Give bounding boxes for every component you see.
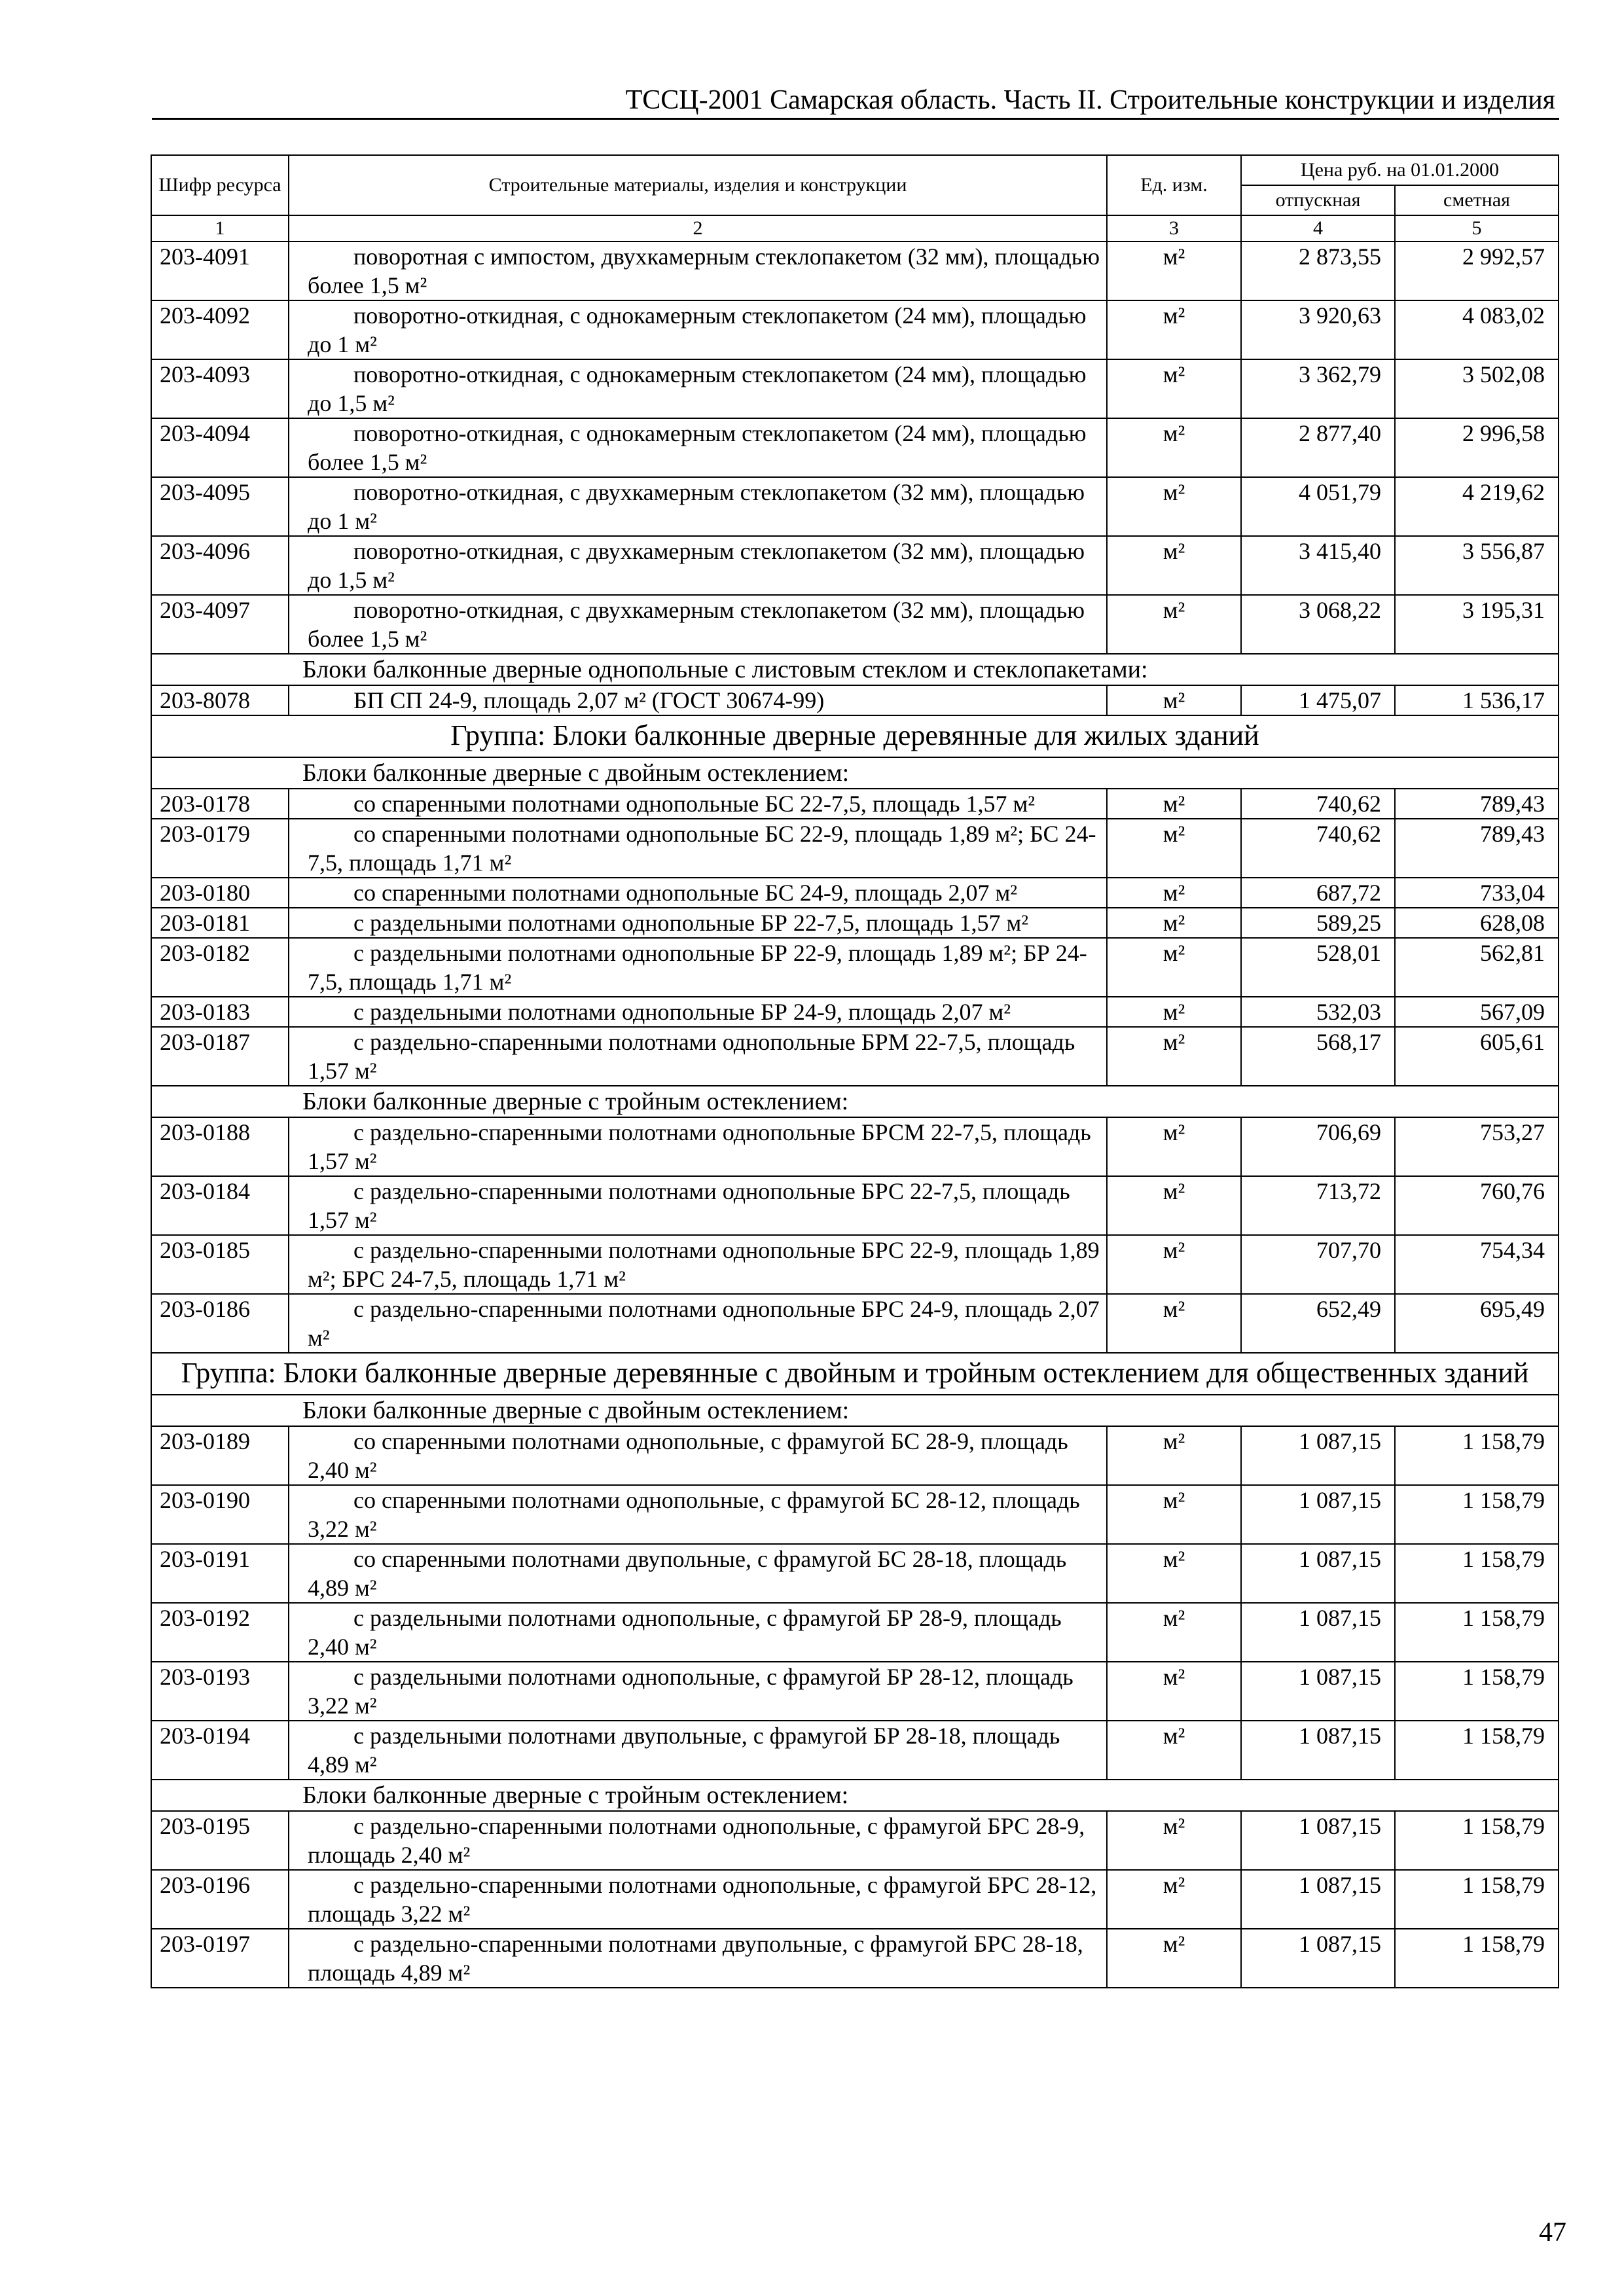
group-heading-row: [151, 1353, 1559, 1395]
resource-code: 203-0183: [151, 997, 289, 1027]
unit-cell: м²: [1107, 300, 1241, 359]
estimate-price: 1 158,79: [1395, 1662, 1559, 1721]
release-price: 1 087,15: [1241, 1870, 1395, 1929]
page-header: [152, 84, 1559, 120]
item-description-text: со спаренными полотнами однопольные БС 24-9, площадь 2,07 м²: [353, 880, 1018, 906]
release-price: 3 415,40: [1241, 536, 1395, 595]
unit-cell: м²: [1107, 1662, 1241, 1721]
table-row: [151, 359, 1559, 418]
group-heading: Группа: Блоки балконные дверные деревянные для жилых зданий: [151, 715, 1559, 757]
estimate-price: 754,34: [1395, 1235, 1559, 1294]
unit-cell: м²: [1107, 908, 1241, 938]
resource-code: 203-0188: [151, 1117, 289, 1176]
subgroup-heading-row: [151, 1395, 1559, 1426]
item-description-text: с раздельно-спаренными полотнами двупольные, с фрамугой БРС 28-18, площадь 4,89 м²: [308, 1931, 1083, 1986]
table-row: [151, 1294, 1559, 1353]
column-numbers-row: [151, 215, 1559, 242]
item-description: [289, 685, 1107, 715]
table-row: [151, 997, 1559, 1027]
unit-cell: м²: [1107, 1603, 1241, 1662]
release-price: 2 877,40: [1241, 418, 1395, 477]
unit-cell: м²: [1107, 595, 1241, 654]
resource-code: 203-4096: [151, 536, 289, 595]
estimate-price: 1 158,79: [1395, 1929, 1559, 1988]
unit-cell: м²: [1107, 938, 1241, 997]
estimate-price: 1 158,79: [1395, 1870, 1559, 1929]
item-description-text: с раздельными полотнами однопольные БР 22-7,5, площадь 1,57 м²: [353, 910, 1029, 936]
release-price: 740,62: [1241, 819, 1395, 878]
resource-code: 203-0196: [151, 1870, 289, 1929]
subgroup-heading-row: [151, 1086, 1559, 1117]
page-header-title: ТССЦ-2001 Самарская область. Часть II. Строительные конструкции и изделия: [625, 85, 1555, 115]
estimate-price: 760,76: [1395, 1176, 1559, 1235]
estimate-price: 567,09: [1395, 997, 1559, 1027]
release-price: 740,62: [1241, 789, 1395, 819]
item-description: [289, 300, 1107, 359]
release-price: 713,72: [1241, 1176, 1395, 1235]
subgroup-heading-row: [151, 1780, 1559, 1811]
estimate-price: 1 158,79: [1395, 1544, 1559, 1603]
unit-cell: м²: [1107, 1485, 1241, 1544]
item-description: [289, 1544, 1107, 1603]
release-price: 528,01: [1241, 938, 1395, 997]
resource-code: 203-0179: [151, 819, 289, 878]
resource-code: 203-0180: [151, 878, 289, 908]
estimate-price: 4 219,62: [1395, 477, 1559, 536]
table-row: [151, 908, 1559, 938]
estimate-price: 562,81: [1395, 938, 1559, 997]
item-description: [289, 1235, 1107, 1294]
item-description-text: с раздельно-спаренными полотнами однопольные БРСМ 22-7,5, площадь 1,57 м²: [308, 1119, 1091, 1174]
item-description-text: со спаренными полотнами однопольные БС 22-9, площадь 1,89 м²; БС 24-7,5, площадь 1,71 м²: [308, 821, 1096, 876]
col-header-estimate: сметная: [1395, 185, 1559, 215]
release-price: 1 087,15: [1241, 1721, 1395, 1780]
item-description-text: БП СП 24-9, площадь 2,07 м² (ГОСТ 30674-99): [353, 687, 825, 713]
item-description: [289, 1294, 1107, 1353]
estimate-price: 789,43: [1395, 819, 1559, 878]
estimate-price: 733,04: [1395, 878, 1559, 908]
table-row: [151, 418, 1559, 477]
release-price: 1 087,15: [1241, 1811, 1395, 1870]
unit-cell: м²: [1107, 1426, 1241, 1485]
estimate-price: 4 083,02: [1395, 300, 1559, 359]
table-row: [151, 1426, 1559, 1485]
item-description-text: с раздельными полотнами однопольные БР 22-9, площадь 1,89 м²; БР 24-7,5, площадь 1,71 м²: [308, 940, 1087, 995]
price-table: [151, 154, 1559, 1988]
unit-cell: м²: [1107, 1294, 1241, 1353]
item-description: [289, 997, 1107, 1027]
col-number: 3: [1107, 215, 1241, 242]
item-description-text: с раздельно-спаренными полотнами однопольные, с фрамугой БРС 28-12, площадь 3,22 м²: [308, 1872, 1097, 1927]
unit-cell: м²: [1107, 1811, 1241, 1870]
subgroup-heading: Блоки балконные дверные с тройным остеклением:: [151, 1086, 1559, 1117]
resource-code: 203-4093: [151, 359, 289, 418]
resource-code: 203-0181: [151, 908, 289, 938]
item-description-text: с раздельными полотнами однопольные, с фрамугой БР 28-9, площадь 2,40 м²: [308, 1605, 1062, 1660]
item-description: [289, 1027, 1107, 1086]
col-header-code: Шифр ресурса: [151, 155, 289, 215]
resource-code: 203-0184: [151, 1176, 289, 1235]
unit-cell: м²: [1107, 1176, 1241, 1235]
estimate-price: 1 536,17: [1395, 685, 1559, 715]
table-row: [151, 1811, 1559, 1870]
subgroup-heading: Блоки балконные дверные однопольные с листовым стеклом и стеклопакетами:: [151, 654, 1559, 685]
release-price: 568,17: [1241, 1027, 1395, 1086]
table-row: [151, 1176, 1559, 1235]
table-row: [151, 242, 1559, 300]
item-description-text: с раздельно-спаренными полотнами однопольные БРС 22-7,5, площадь 1,57 м²: [308, 1178, 1070, 1233]
item-description: [289, 1176, 1107, 1235]
table-row: [151, 685, 1559, 715]
item-description: [289, 819, 1107, 878]
estimate-price: 2 992,57: [1395, 242, 1559, 300]
unit-cell: м²: [1107, 789, 1241, 819]
col-header-release: отпускная: [1241, 185, 1395, 215]
item-description: [289, 1721, 1107, 1780]
resource-code: 203-0194: [151, 1721, 289, 1780]
estimate-price: 628,08: [1395, 908, 1559, 938]
unit-cell: м²: [1107, 359, 1241, 418]
subgroup-heading: Блоки балконные дверные с двойным остеклением:: [151, 757, 1559, 789]
resource-code: 203-4091: [151, 242, 289, 300]
item-description: [289, 938, 1107, 997]
release-price: 1 087,15: [1241, 1603, 1395, 1662]
item-description: [289, 1662, 1107, 1721]
estimate-price: 695,49: [1395, 1294, 1559, 1353]
item-description: [289, 1117, 1107, 1176]
resource-code: 203-4092: [151, 300, 289, 359]
unit-cell: м²: [1107, 477, 1241, 536]
item-description-text: поворотно-откидная, с однокамерным стеклопакетом (24 мм), площадью до 1 м²: [308, 302, 1087, 357]
group-heading: Группа: Блоки балконные дверные деревянные с двойным и тройным остеклением для общественных зданий: [151, 1353, 1559, 1395]
resource-code: 203-0190: [151, 1485, 289, 1544]
release-price: 706,69: [1241, 1117, 1395, 1176]
resource-code: 203-0187: [151, 1027, 289, 1086]
table-row: [151, 1721, 1559, 1780]
col-header-price: Цена руб. на 01.01.2000: [1241, 155, 1559, 185]
item-description-text: с раздельно-спаренными полотнами однопольные БРМ 22-7,5, площадь 1,57 м²: [308, 1029, 1075, 1084]
table-row: [151, 1235, 1559, 1294]
resource-code: 203-0197: [151, 1929, 289, 1988]
item-description-text: со спаренными полотнами однопольные БС 22-7,5, площадь 1,57 м²: [353, 791, 1036, 817]
unit-cell: м²: [1107, 418, 1241, 477]
estimate-price: 1 158,79: [1395, 1426, 1559, 1485]
item-description: [289, 242, 1107, 300]
table-row: [151, 789, 1559, 819]
estimate-price: 605,61: [1395, 1027, 1559, 1086]
unit-cell: м²: [1107, 1027, 1241, 1086]
item-description-text: со спаренными полотнами двупольные, с фрамугой БС 28-18, площадь 4,89 м²: [308, 1546, 1067, 1601]
item-description: [289, 418, 1107, 477]
resource-code: 203-4097: [151, 595, 289, 654]
release-price: 3 068,22: [1241, 595, 1395, 654]
release-price: 1 475,07: [1241, 685, 1395, 715]
subgroup-heading-row: [151, 654, 1559, 685]
item-description-text: с раздельно-спаренными полотнами однопольные БРС 22-9, площадь 1,89 м²; БРС 24-7,5, площадь 1,71 м²: [308, 1237, 1100, 1292]
table-header: [151, 155, 1559, 242]
item-description: [289, 359, 1107, 418]
table-row: [151, 1929, 1559, 1988]
resource-code: 203-0186: [151, 1294, 289, 1353]
table-row: [151, 536, 1559, 595]
item-description: [289, 789, 1107, 819]
item-description: [289, 908, 1107, 938]
item-description: [289, 1485, 1107, 1544]
col-number: 2: [289, 215, 1107, 242]
resource-code: 203-0191: [151, 1544, 289, 1603]
item-description-text: поворотно-откидная, с двухкамерным стеклопакетом (32 мм), площадью более 1,5 м²: [308, 597, 1085, 652]
release-price: 2 873,55: [1241, 242, 1395, 300]
estimate-price: 1 158,79: [1395, 1721, 1559, 1780]
table-row: [151, 819, 1559, 878]
release-price: 532,03: [1241, 997, 1395, 1027]
item-description-text: с раздельно-спаренными полотнами однопольные БРС 24-9, площадь 2,07 м²: [308, 1296, 1100, 1351]
resource-code: 203-0192: [151, 1603, 289, 1662]
unit-cell: м²: [1107, 878, 1241, 908]
unit-cell: м²: [1107, 242, 1241, 300]
estimate-price: 3 556,87: [1395, 536, 1559, 595]
table-row: [151, 1870, 1559, 1929]
release-price: 687,72: [1241, 878, 1395, 908]
item-description: [289, 1811, 1107, 1870]
release-price: 1 087,15: [1241, 1929, 1395, 1988]
item-description: [289, 1603, 1107, 1662]
item-description: [289, 536, 1107, 595]
release-price: 652,49: [1241, 1294, 1395, 1353]
release-price: 3 362,79: [1241, 359, 1395, 418]
resource-code: 203-0182: [151, 938, 289, 997]
table-row: [151, 595, 1559, 654]
col-number: 1: [151, 215, 289, 242]
item-description-text: с раздельно-спаренными полотнами однопольные, с фрамугой БРС 28-9, площадь 2,40 м²: [308, 1813, 1085, 1868]
col-header-unit: Ед. изм.: [1107, 155, 1241, 215]
table-row: [151, 1027, 1559, 1086]
resource-code: 203-0185: [151, 1235, 289, 1294]
item-description-text: со спаренными полотнами однопольные, с фрамугой БС 28-12, площадь 3,22 м²: [308, 1487, 1080, 1542]
estimate-price: 3 502,08: [1395, 359, 1559, 418]
subgroup-heading-row: [151, 757, 1559, 789]
subgroup-heading: Блоки балконные дверные с двойным остеклением:: [151, 1395, 1559, 1426]
item-description-text: со спаренными полотнами однопольные, с фрамугой БС 28-9, площадь 2,40 м²: [308, 1428, 1068, 1483]
release-price: 1 087,15: [1241, 1544, 1395, 1603]
table-row: [151, 477, 1559, 536]
unit-cell: м²: [1107, 819, 1241, 878]
item-description: [289, 1426, 1107, 1485]
release-price: 1 087,15: [1241, 1485, 1395, 1544]
release-price: 4 051,79: [1241, 477, 1395, 536]
release-price: 3 920,63: [1241, 300, 1395, 359]
item-description-text: с раздельными полотнами двупольные, с фрамугой БР 28-18, площадь 4,89 м²: [308, 1723, 1060, 1778]
item-description-text: поворотно-откидная, с двухкамерным стеклопакетом (32 мм), площадью до 1,5 м²: [308, 538, 1085, 593]
table-row: [151, 1485, 1559, 1544]
table-row: [151, 1603, 1559, 1662]
unit-cell: м²: [1107, 1544, 1241, 1603]
table-row: [151, 1544, 1559, 1603]
resource-code: 203-0193: [151, 1662, 289, 1721]
resource-code: 203-8078: [151, 685, 289, 715]
estimate-price: 753,27: [1395, 1117, 1559, 1176]
unit-cell: м²: [1107, 1117, 1241, 1176]
resource-code: 203-0178: [151, 789, 289, 819]
release-price: 1 087,15: [1241, 1662, 1395, 1721]
item-description-text: поворотная с импостом, двухкамерным стеклопакетом (32 мм), площадью более 1,5 м²: [308, 243, 1100, 298]
table-row: [151, 1117, 1559, 1176]
release-price: 707,70: [1241, 1235, 1395, 1294]
estimate-price: 1 158,79: [1395, 1811, 1559, 1870]
table-row: [151, 938, 1559, 997]
unit-cell: м²: [1107, 1721, 1241, 1780]
item-description: [289, 477, 1107, 536]
resource-code: 203-0195: [151, 1811, 289, 1870]
estimate-price: 789,43: [1395, 789, 1559, 819]
resource-code: 203-4094: [151, 418, 289, 477]
col-number: 5: [1395, 215, 1559, 242]
col-header-name: Строительные материалы, изделия и конструкции: [289, 155, 1107, 215]
group-heading-row: [151, 715, 1559, 757]
item-description: [289, 595, 1107, 654]
item-description-text: поворотно-откидная, с однокамерным стеклопакетом (24 мм), площадью до 1,5 м²: [308, 361, 1087, 416]
item-description: [289, 878, 1107, 908]
estimate-price: 3 195,31: [1395, 595, 1559, 654]
item-description: [289, 1929, 1107, 1988]
estimate-price: 2 996,58: [1395, 418, 1559, 477]
estimate-price: 1 158,79: [1395, 1485, 1559, 1544]
item-description: [289, 1870, 1107, 1929]
unit-cell: м²: [1107, 997, 1241, 1027]
item-description-text: с раздельными полотнами однопольные БР 24-9, площадь 2,07 м²: [353, 999, 1011, 1025]
release-price: 1 087,15: [1241, 1426, 1395, 1485]
table-row: [151, 1662, 1559, 1721]
unit-cell: м²: [1107, 685, 1241, 715]
unit-cell: м²: [1107, 1929, 1241, 1988]
item-description-text: поворотно-откидная, с однокамерным стеклопакетом (24 мм), площадью более 1,5 м²: [308, 420, 1087, 475]
unit-cell: м²: [1107, 1870, 1241, 1929]
unit-cell: м²: [1107, 1235, 1241, 1294]
item-description-text: поворотно-откидная, с двухкамерным стеклопакетом (32 мм), площадью до 1 м²: [308, 479, 1085, 534]
resource-code: 203-0189: [151, 1426, 289, 1485]
unit-cell: м²: [1107, 536, 1241, 595]
estimate-price: 1 158,79: [1395, 1603, 1559, 1662]
page-number: 47: [1539, 2217, 1566, 2248]
release-price: 589,25: [1241, 908, 1395, 938]
item-description-text: с раздельными полотнами однопольные, с фрамугой БР 28-12, площадь 3,22 м²: [308, 1664, 1074, 1719]
col-number: 4: [1241, 215, 1395, 242]
resource-code: 203-4095: [151, 477, 289, 536]
table-row: [151, 878, 1559, 908]
table-row: [151, 300, 1559, 359]
subgroup-heading: Блоки балконные дверные с тройным остеклением:: [151, 1780, 1559, 1811]
table-body: [151, 242, 1559, 1988]
